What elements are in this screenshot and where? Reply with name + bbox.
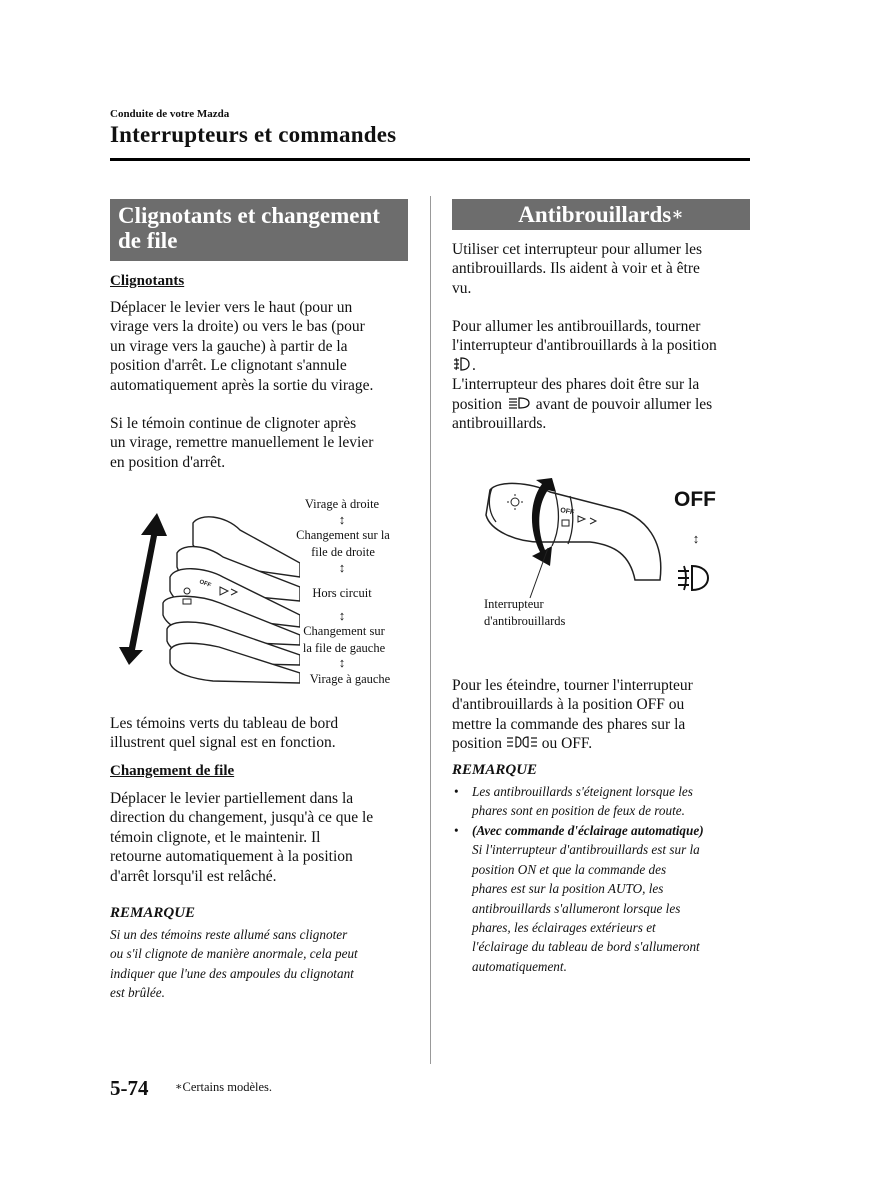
text-line: la file de gauche <box>302 641 386 655</box>
text-line: d'antibrouillards à la position OFF ou <box>452 696 685 714</box>
section-title-box-clignotants <box>110 199 408 261</box>
text-line: phares est sur la position AUTO, les <box>472 881 664 897</box>
text-line: un virage, remettre manuellement le levier <box>110 434 374 452</box>
text-line: d'arrêt lorsqu'il est relâché. <box>110 867 277 885</box>
text-line: un virage vers la gauche) à partir de la <box>110 337 348 355</box>
footnote-text: Certains modèles. <box>182 1080 273 1094</box>
section-title-box-antibrouillards <box>452 199 750 230</box>
text-line: antibrouillards. <box>452 415 547 433</box>
text-line: automatiquement. <box>472 958 567 974</box>
text-line: Déplacer le levier vers le haut (pour un <box>110 299 353 316</box>
label-lane-change-right <box>280 527 406 561</box>
paragraph-temoin <box>110 414 373 472</box>
subheading-changement-de-file: Changement de file <box>110 763 235 779</box>
text-line: position d'arrêt. Le clignotant s'annule <box>110 357 347 375</box>
remark-heading-left: REMARQUE <box>110 905 196 921</box>
paragraph-changement-de-file <box>110 789 373 886</box>
text-line: vu. <box>452 279 472 297</box>
text-line: antibrouillards s'allumeront lorsque les <box>472 900 681 916</box>
text-line: indiquer que l'une des ampoules du clignotant <box>110 965 354 981</box>
up-down-arrow-icon: ↕ <box>338 655 346 670</box>
fog-light-icon <box>452 356 472 372</box>
footnote-star-icon: ∗ <box>175 1081 183 1093</box>
text-fragment: . <box>472 356 476 374</box>
up-down-arrow-icon: ↕ <box>338 560 346 575</box>
section-label: Conduite de votre Mazda <box>110 108 230 120</box>
label-fog-switch <box>484 596 565 630</box>
text-line: Utiliser cet interrupteur pour allumer les <box>452 241 703 258</box>
remark-bullet-2 <box>452 821 752 976</box>
label-lane-change-left <box>282 623 406 657</box>
text-line: d'antibrouillards <box>484 614 566 628</box>
text-line <box>452 734 693 753</box>
text-fragment: position <box>452 395 502 413</box>
paragraph-antibrouillards-intro <box>452 240 702 298</box>
up-down-arrow-icon: ↕ <box>692 531 700 546</box>
up-down-arrow-icon: ↕ <box>338 512 346 527</box>
label-left-turn: Virage à gauche <box>309 672 391 686</box>
subheading-clignotants: Clignotants <box>110 273 185 289</box>
section-title-text: Antibrouillards <box>518 202 672 227</box>
text-line: Si l'interrupteur d'antibrouillards est sur la <box>472 842 700 858</box>
section-title-line-2: de file <box>118 228 178 253</box>
remark-text-left <box>110 925 358 1003</box>
text-line: phares sont en position de feux de route. <box>472 803 685 819</box>
text-line: l'interrupteur d'antibrouillards à la position <box>452 337 717 355</box>
text-line: virage vers la droite) ou vers le bas (pour <box>110 318 365 336</box>
text-line: est brûlée. <box>110 985 165 1001</box>
paragraph-temoins-verts <box>110 714 338 753</box>
text-line: Pour allumer les antibrouillards, tourner <box>452 318 701 335</box>
text-line: Les témoins verts du tableau de bord <box>110 715 339 732</box>
page-number: 5-74 <box>110 1076 149 1100</box>
text-line: Changement sur <box>303 624 385 638</box>
up-down-arrow-icon <box>119 513 167 665</box>
up-down-arrow-icon: ↕ <box>338 608 346 623</box>
text-line: Interrupteur <box>484 597 544 611</box>
paragraph-allumer <box>452 317 717 433</box>
text-line: Les antibrouillards s'éteignent lorsque les <box>472 784 693 799</box>
fog-light-icon <box>676 563 712 593</box>
text-line: Si le témoin continue de clignoter après <box>110 415 357 432</box>
bullet-icon: • <box>454 784 459 799</box>
turn-signal-lever-illustration <box>115 505 300 690</box>
headlight-icon <box>506 396 532 410</box>
section-title-line-1: Clignotants et changement <box>118 203 380 228</box>
remark-heading-right: REMARQUE <box>452 762 538 778</box>
text-line: (Avec commande d'éclairage automatique) <box>472 823 704 838</box>
text-line: témoin clignote, et le maintenir. Il <box>110 828 321 846</box>
parking-light-icon <box>506 735 538 749</box>
svg-text:OFF: OFF <box>559 507 575 517</box>
paragraph-eteindre <box>452 676 693 754</box>
text-fragment: position <box>452 735 502 753</box>
text-line: file de droite <box>311 545 375 559</box>
label-right-turn: Virage à droite <box>304 497 380 511</box>
text-fragment: avant de pouvoir allumer les <box>535 395 713 413</box>
text-line: l'éclairage du tableau de bord s'allumeront <box>472 939 700 955</box>
text-line: Si un des témoins reste allumé sans clignoter <box>110 927 348 942</box>
text-line: ou s'il clignote de manière anormale, cela peut <box>110 946 358 962</box>
text-line: Déplacer le levier partiellement dans la <box>110 790 354 807</box>
label-off-position: Hors circuit <box>312 586 372 600</box>
text-line <box>452 356 717 375</box>
text-line: position ON et que la commande des <box>472 861 667 877</box>
text-line: phares, les éclairages extérieurs et <box>472 920 656 936</box>
paragraph-clignotants <box>110 298 373 395</box>
text-line: direction du changement, jusqu'à ce que le <box>110 809 374 827</box>
text-line: retourne automatiquement à la position <box>110 848 353 866</box>
bullet-icon: • <box>454 823 459 838</box>
text-line: automatiquement après la sortie du virage. <box>110 376 374 394</box>
off-label: OFF <box>674 488 716 511</box>
text-line: illustrent quel signal est en fonction. <box>110 734 336 752</box>
optional-feature-star-icon: ∗ <box>671 204 684 224</box>
text-line: mettre la commande des phares sur la <box>452 715 686 733</box>
column-divider <box>430 196 431 1064</box>
page-title: Interrupteurs et commandes <box>110 122 397 147</box>
text-line: Pour les éteindre, tourner l'interrupteur <box>452 677 693 694</box>
text-line: Changement sur la <box>296 528 390 542</box>
text-line: antibrouillards. Ils aident à voir et à être <box>452 260 700 278</box>
svg-text:OFF: OFF <box>198 579 212 589</box>
title-rule <box>110 158 750 161</box>
text-line: en position d'arrêt. <box>110 453 226 471</box>
remark-bullet-1 <box>452 782 752 821</box>
text-fragment: ou OFF. <box>541 735 593 753</box>
text-line: L'interrupteur des phares doit être sur la <box>452 376 700 394</box>
text-line <box>452 395 717 414</box>
footnote <box>175 1080 272 1095</box>
